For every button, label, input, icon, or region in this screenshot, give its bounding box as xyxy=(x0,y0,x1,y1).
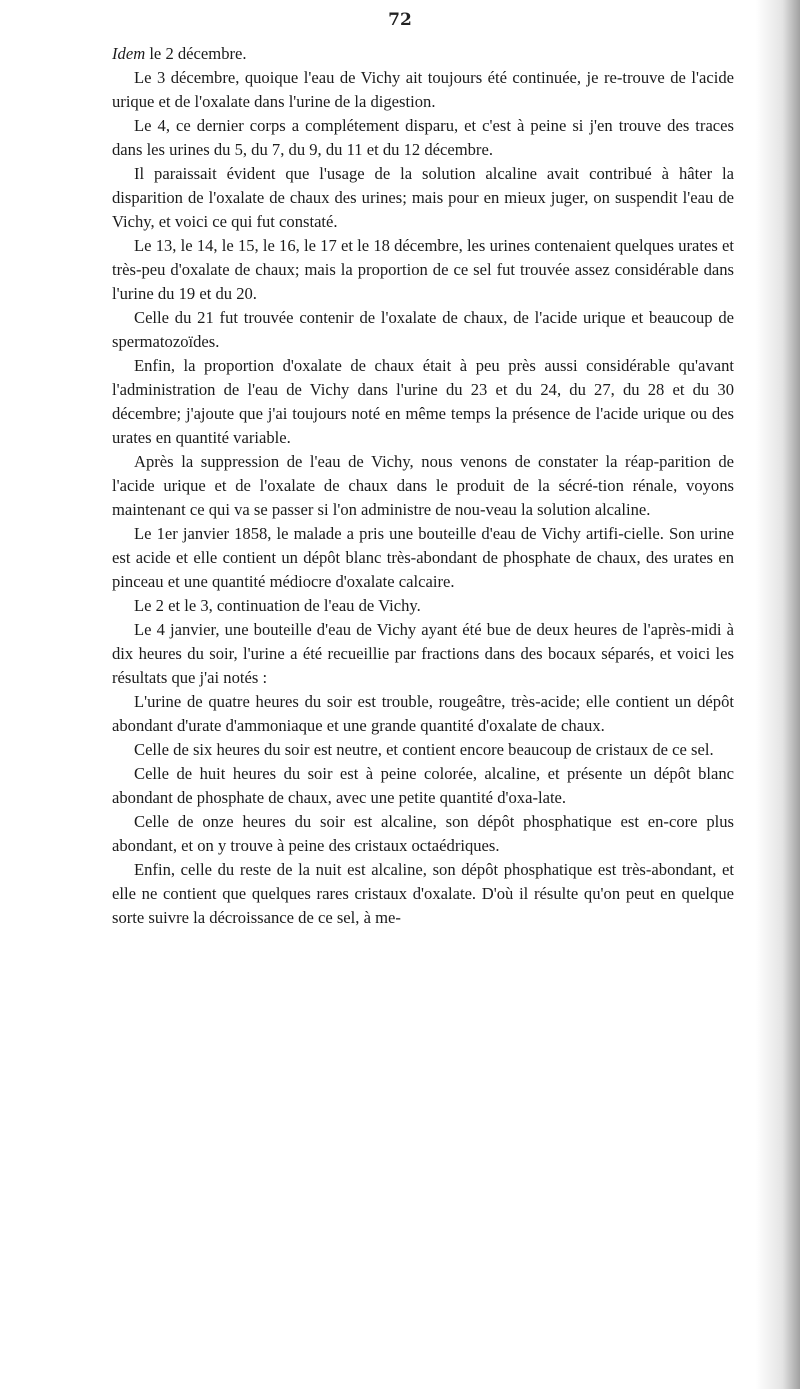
paragraph-8: Après la suppression de l'eau de Vichy, nous venons de constater la réap-parition de l'acide urique et de l'oxalate de chaux dans le produit de la sécré-tion rénale, voyons maintenant ce qui va se passer si l'on administre de nou-veau la solution alcaline. xyxy=(112,452,734,519)
body-text xyxy=(112,42,734,930)
lead-word-idem: Idem xyxy=(112,44,146,63)
paragraph-1 xyxy=(112,42,734,66)
paragraph-16: Enfin, celle du reste de la nuit est alcaline, son dépôt phosphatique est très-abondant, et elle ne contient que quelques rares cristaux d'oxalate. D'où il résulte qu'on peut en quelque sorte suivre la décroissance de ce sel, à me- xyxy=(112,860,734,927)
paragraph-9: Le 1er janvier 1858, le malade a pris une bouteille d'eau de Vichy artifi-cielle. Son urine est acide et elle contient un dépôt blanc très-abondant de phosphate de chaux, des urates en pinceau et une quantité médiocre d'oxalate calcaire. xyxy=(112,524,734,591)
paragraph-2: Le 3 décembre, quoique l'eau de Vichy ait toujours été continuée, je re-trouve de l'acide urique et de l'oxalate dans l'urine de la digestion. xyxy=(112,68,734,111)
paragraph-6: Celle du 21 fut trouvée contenir de l'oxalate de chaux, de l'acide urique et beaucoup de spermatozoïdes. xyxy=(112,308,734,351)
page-edge-shadow xyxy=(756,0,800,1389)
paragraph-7: Enfin, la proportion d'oxalate de chaux était à peu près aussi considérable qu'avant l'administration de l'eau de Vichy dans l'urine du 23 et du 24, du 27, du 28 et du 30 décembre; j'ajoute que j'ai toujours noté en même temps la présence de l'acide urique ou des urates en quantité variable. xyxy=(112,356,734,447)
paragraph-14: Celle de huit heures du soir est à peine colorée, alcaline, et présente un dépôt blanc abondant de phosphate de chaux, avec une petite quantité d'oxa-late. xyxy=(112,764,734,807)
paragraph-3: Le 4, ce dernier corps a complétement disparu, et c'est à peine si j'en trouve des traces dans les urines du 5, du 7, du 9, du 11 et du 12 décembre. xyxy=(112,116,734,159)
paragraph-13: Celle de six heures du soir est neutre, et contient encore beaucoup de cristaux de ce sel. xyxy=(134,740,714,759)
paragraph-11: Le 4 janvier, une bouteille d'eau de Vichy ayant été bue de deux heures de l'après-midi à dix heures du soir, l'urine a été recueillie par fractions dans des bocaux séparés, et voici les résultats que j'ai notés : xyxy=(112,620,734,687)
paragraph-15: Celle de onze heures du soir est alcaline, son dépôt phosphatique est en-core plus abondant, et on y trouve à peine des cristaux octaédriques. xyxy=(112,812,734,855)
paragraph-4: Il paraissait évident que l'usage de la solution alcaline avait contribué à hâter la disparition de l'oxalate de chaux des urines; mais pour en mieux juger, on suspendit l'eau de Vichy, et voici ce qui fut constaté. xyxy=(112,164,734,231)
paragraph-5: Le 13, le 14, le 15, le 16, le 17 et le 18 décembre, les urines contenaient quelques urates et très-peu d'oxalate de chaux; mais la proportion de ce sel fut trouvée assez considérable dans l'urine du 19 et du 20. xyxy=(112,236,734,303)
paragraph-12: L'urine de quatre heures du soir est trouble, rougeâtre, très-acide; elle contient un dépôt abondant d'urate d'ammoniaque et une grande quantité d'oxalate de chaux. xyxy=(112,692,734,735)
paragraph-10: Le 2 et le 3, continuation de l'eau de Vichy. xyxy=(134,596,421,615)
paragraph-text: le 2 décembre. xyxy=(145,44,247,63)
page-number: 72 xyxy=(388,10,412,30)
